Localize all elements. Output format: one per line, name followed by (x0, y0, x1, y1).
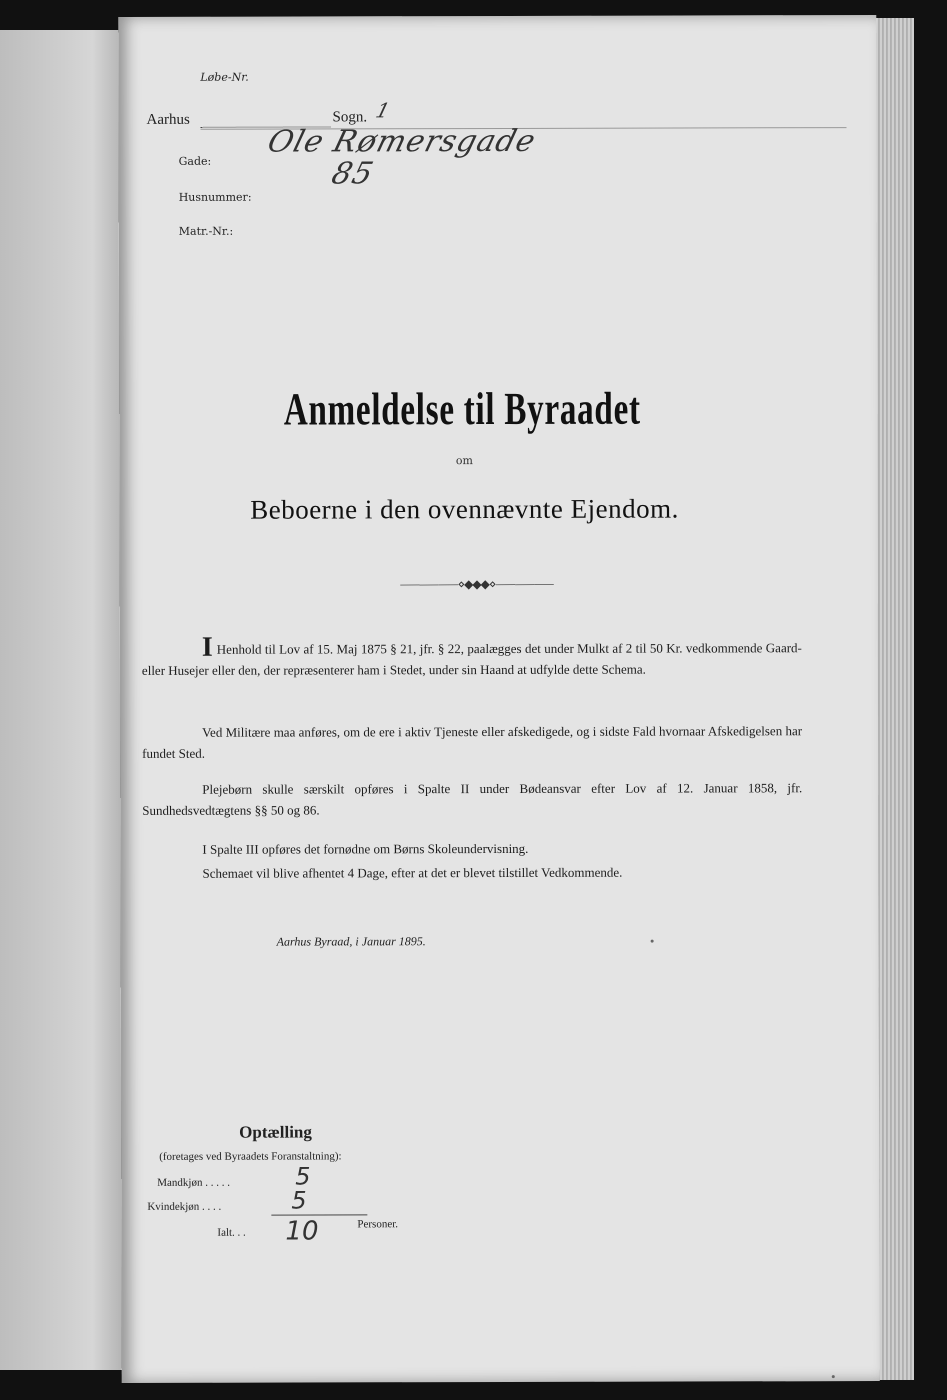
total-label: Ialt. . . (217, 1226, 246, 1239)
persons-label: Personer. (357, 1218, 399, 1231)
total-value: 10 (285, 1216, 319, 1247)
total-rule (271, 1214, 367, 1215)
lobe-nr-label: Løbe-Nr. (200, 70, 249, 84)
count-title: Optælling (239, 1122, 312, 1142)
sogn-label: Sogn. (332, 109, 368, 126)
female-label: Kvindekjøn . . . . (147, 1200, 222, 1213)
instructions-paragraph-5: Schemaet vil blive afhentet 4 Dage, efter at det er blevet tilstillet Vedkommende. (202, 864, 623, 881)
instructions-paragraph-1 (141, 631, 802, 681)
sogn-value: 1 (373, 98, 394, 123)
dropcap-letter: I (201, 631, 213, 663)
gade-value: Ole Rømersgade (263, 123, 540, 160)
page-subtitle: Beboerne i den ovennævnte Ejendom. (250, 493, 679, 525)
female-value: 5 (291, 1186, 307, 1215)
husnummer-label: Husnummer: (178, 190, 252, 204)
page-title: Anmeldelse til Byraadet (283, 382, 641, 435)
paper-speck (651, 940, 654, 943)
signoff-line: Aarhus Byraad, i Januar 1895. (276, 934, 426, 949)
gade-label: Gade: (178, 154, 212, 168)
title-connector: om (455, 454, 473, 468)
husnummer-value: 85 (327, 156, 378, 192)
matr-label: Matr.-Nr.: (178, 224, 234, 238)
instructions-paragraph-4: I Spalte III opføres det fornødne om Børns Skoleundervisning. (202, 840, 529, 857)
ornament-divider: ⸺⸺⸺⋄◆◆◆⋄⸺⸺⸺ (399, 576, 554, 592)
paper-speck (832, 1375, 835, 1378)
city-label: Aarhus (146, 111, 190, 128)
left-page-edge (0, 30, 132, 1370)
instructions-paragraph-3: Plejebørn skulle særskilt opføres i Spalte II under Bødeansvar efter Lov af 12. Januar 1858, jfr. Sundhedsvedtægtens §§ 50 og 86. (142, 780, 803, 818)
male-value: 5 (295, 1162, 311, 1191)
instructions-text-1: Henhold til Lov af 15. Maj 1875 § 21, jfr. § 22, paalægges det under Mulkt af 2 til 50 Kr. vedkommende Gaard- eller Husejer eller den, der repræsenterer ham i Stedet, under sin Haand at udfylde dette Schema. (141, 640, 802, 678)
census-form-page (118, 15, 880, 1383)
instructions-paragraph-2: Ved Militære maa anføres, om de ere i aktiv Tjeneste eller afskedigede, og i sidste Fald hvornaar Afskedigelsen har fundet Sted. (142, 723, 803, 761)
male-label: Mandkjøn . . . . . (157, 1176, 231, 1189)
count-note: (foretages ved Byraadets Foranstaltning): (159, 1150, 342, 1163)
